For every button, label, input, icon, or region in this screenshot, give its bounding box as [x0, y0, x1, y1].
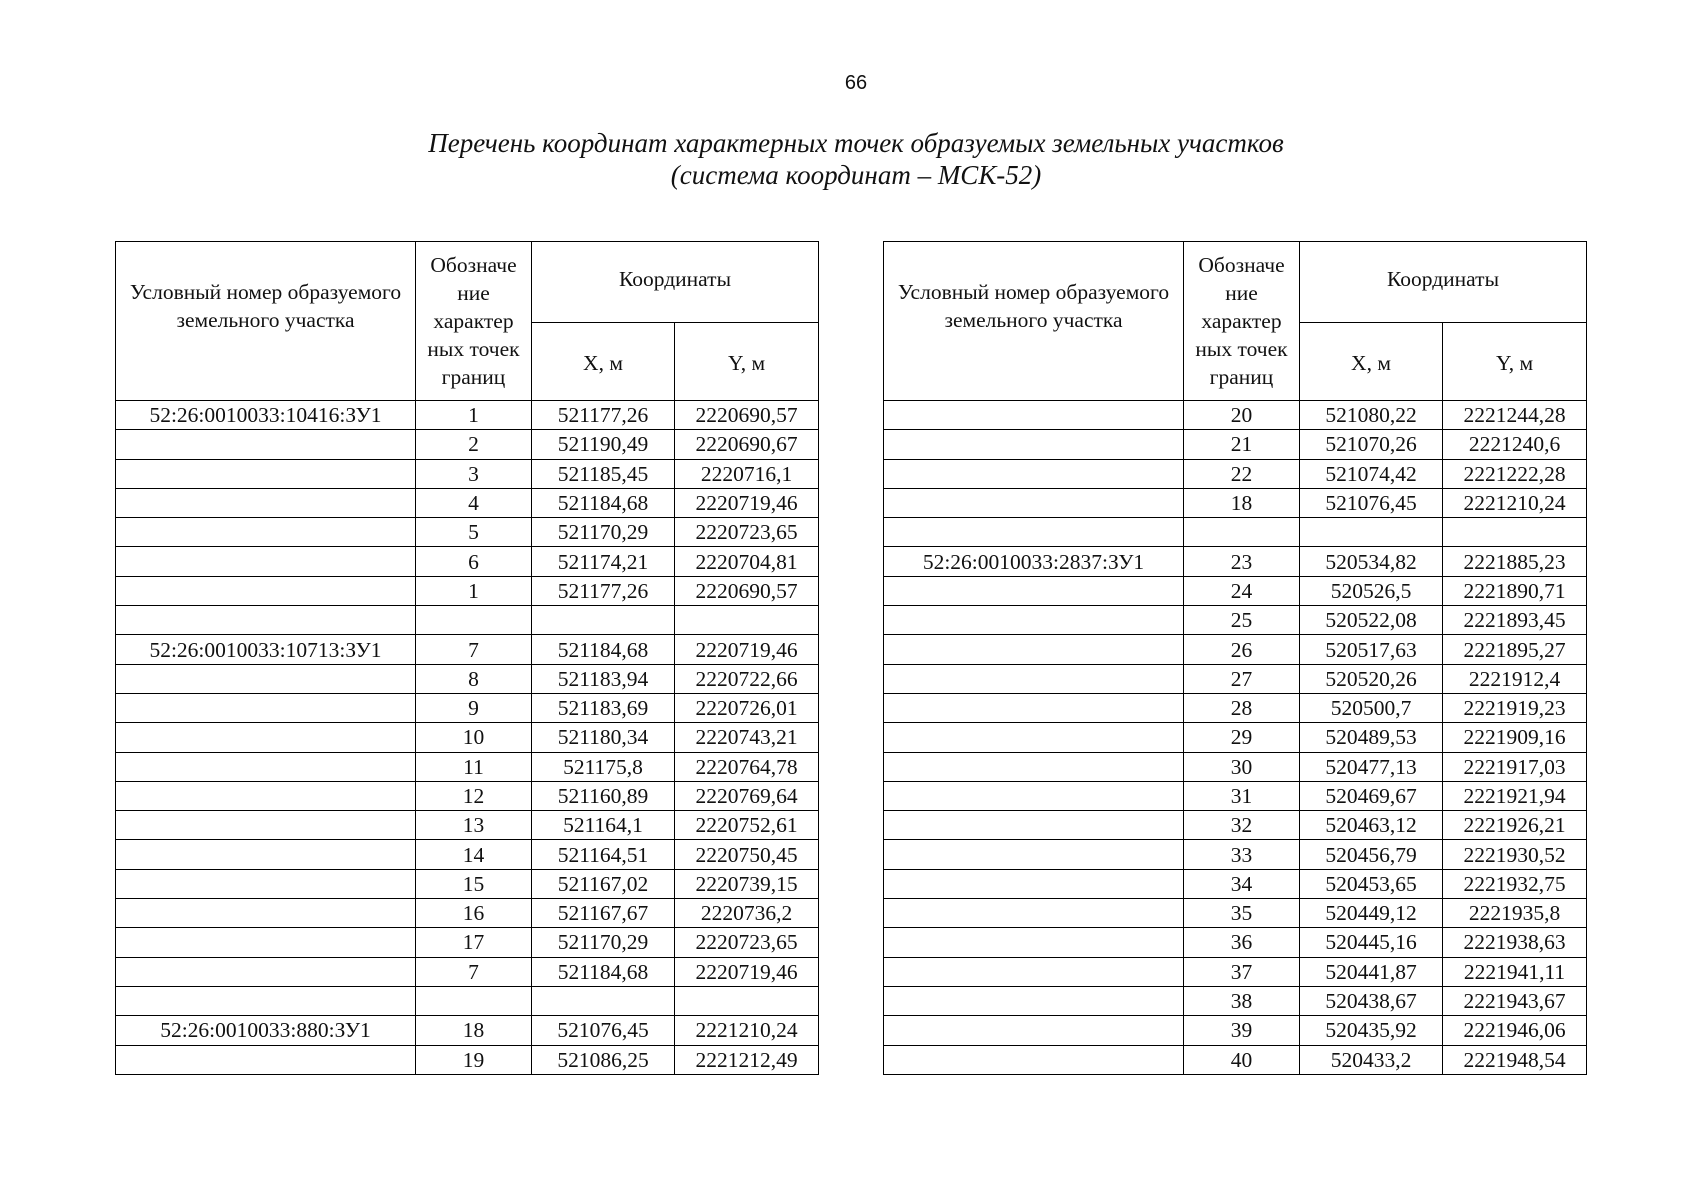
cell-point: 14	[416, 840, 532, 869]
table-row	[884, 518, 1587, 547]
cell-plot-number	[884, 430, 1184, 459]
cell-x: 521183,94	[532, 664, 675, 693]
cell-y: 2221210,24	[1443, 488, 1587, 517]
cell-plot-number	[884, 518, 1184, 547]
cell-plot-number	[884, 488, 1184, 517]
cell-point: 26	[1184, 635, 1300, 664]
table-header	[116, 242, 819, 401]
table-row	[884, 635, 1587, 664]
cell-plot-number	[884, 459, 1184, 488]
cell-x: 521076,45	[532, 1016, 675, 1045]
cell-x: 521076,45	[1300, 488, 1443, 517]
cell-y: 2220690,67	[675, 430, 819, 459]
cell-x: 520489,53	[1300, 723, 1443, 752]
cell-plot-number	[116, 459, 416, 488]
cell-plot-number	[116, 781, 416, 810]
cell-y: 2221210,24	[675, 1016, 819, 1045]
cell-x: 521170,29	[532, 518, 675, 547]
cell-y: 2220736,2	[675, 899, 819, 928]
table-row	[116, 899, 819, 928]
cell-plot-number	[116, 430, 416, 459]
cell-y: 2221938,63	[1443, 928, 1587, 957]
header-y: Y, м	[1443, 323, 1587, 401]
cell-y: 2221921,94	[1443, 781, 1587, 810]
cell-plot-number	[116, 518, 416, 547]
cell-plot-number	[116, 664, 416, 693]
cell-y: 2221926,21	[1443, 811, 1587, 840]
cell-plot-number	[884, 840, 1184, 869]
cell-point: 16	[416, 899, 532, 928]
cell-x: 520500,7	[1300, 693, 1443, 722]
table-row	[116, 811, 819, 840]
cell-x: 520477,13	[1300, 752, 1443, 781]
cell-point: 34	[1184, 869, 1300, 898]
cell-x: 520441,87	[1300, 957, 1443, 986]
cell-plot-number	[884, 869, 1184, 898]
cell-y: 2221222,28	[1443, 459, 1587, 488]
cell-y: 2220722,66	[675, 664, 819, 693]
cell-plot-number	[884, 957, 1184, 986]
header-plot-number: Условный номер образуемого земельного участка	[116, 242, 416, 401]
cell-point: 35	[1184, 899, 1300, 928]
coordinates-table-right	[883, 241, 1587, 1075]
cell-plot-number	[884, 606, 1184, 635]
cell-y: 2221893,45	[1443, 606, 1587, 635]
table-row	[884, 986, 1587, 1015]
cell-point	[1184, 518, 1300, 547]
table-row	[116, 606, 819, 635]
table-row	[116, 781, 819, 810]
cell-plot-number	[116, 723, 416, 752]
cell-y	[675, 986, 819, 1015]
cell-x: 521086,25	[532, 1045, 675, 1074]
cell-plot-number	[116, 957, 416, 986]
cell-y: 2221943,67	[1443, 986, 1587, 1015]
table-row	[884, 781, 1587, 810]
table-row	[884, 693, 1587, 722]
cell-point: 7	[416, 635, 532, 664]
cell-point: 18	[1184, 488, 1300, 517]
cell-plot-number	[884, 693, 1184, 722]
header-x: X, м	[1300, 323, 1443, 401]
cell-y: 2220719,46	[675, 635, 819, 664]
cell-plot-number	[116, 1045, 416, 1074]
cell-y: 2221212,49	[675, 1045, 819, 1074]
cell-point: 12	[416, 781, 532, 810]
table-row	[884, 928, 1587, 957]
cell-y: 2220752,61	[675, 811, 819, 840]
cell-point: 2	[416, 430, 532, 459]
cell-point: 3	[416, 459, 532, 488]
cell-plot-number: 52:26:0010033:10713:ЗУ1	[116, 635, 416, 664]
table-row	[116, 1045, 819, 1074]
cell-plot-number	[116, 811, 416, 840]
cell-y: 2221917,03	[1443, 752, 1587, 781]
cell-x: 520534,82	[1300, 547, 1443, 576]
cell-point: 40	[1184, 1045, 1300, 1074]
cell-x: 521177,26	[532, 576, 675, 605]
cell-y: 2220716,1	[675, 459, 819, 488]
table-row	[884, 1016, 1587, 1045]
cell-plot-number	[884, 781, 1184, 810]
cell-x: 521170,29	[532, 928, 675, 957]
cell-x	[532, 986, 675, 1015]
cell-x: 521174,21	[532, 547, 675, 576]
cell-point: 25	[1184, 606, 1300, 635]
cell-plot-number: 52:26:0010033:2837:ЗУ1	[884, 547, 1184, 576]
cell-y: 2221919,23	[1443, 693, 1587, 722]
table-row	[884, 664, 1587, 693]
cell-x: 521160,89	[532, 781, 675, 810]
cell-point: 1	[416, 576, 532, 605]
cell-plot-number	[884, 752, 1184, 781]
cell-x: 520449,12	[1300, 899, 1443, 928]
cell-point: 9	[416, 693, 532, 722]
cell-x: 520445,16	[1300, 928, 1443, 957]
cell-x: 521070,26	[1300, 430, 1443, 459]
cell-plot-number: 52:26:0010033:880:ЗУ1	[116, 1016, 416, 1045]
cell-x: 520456,79	[1300, 840, 1443, 869]
cell-point: 1	[416, 401, 532, 430]
cell-plot-number	[884, 811, 1184, 840]
cell-y: 2220764,78	[675, 752, 819, 781]
cell-x: 520469,67	[1300, 781, 1443, 810]
table-body-right	[884, 401, 1587, 1075]
cell-plot-number	[116, 547, 416, 576]
cell-x: 521184,68	[532, 635, 675, 664]
table-row	[116, 488, 819, 517]
cell-plot-number	[116, 840, 416, 869]
table-row	[116, 547, 819, 576]
cell-x: 521080,22	[1300, 401, 1443, 430]
cell-x: 521183,69	[532, 693, 675, 722]
cell-point: 37	[1184, 957, 1300, 986]
table-row	[884, 869, 1587, 898]
table-row	[116, 664, 819, 693]
table-row	[116, 840, 819, 869]
cell-point: 20	[1184, 401, 1300, 430]
table-row	[884, 606, 1587, 635]
cell-x: 520435,92	[1300, 1016, 1443, 1045]
cell-x: 521185,45	[532, 459, 675, 488]
cell-plot-number	[884, 664, 1184, 693]
cell-x: 521175,8	[532, 752, 675, 781]
cell-point: 11	[416, 752, 532, 781]
cell-point: 24	[1184, 576, 1300, 605]
cell-plot-number	[116, 693, 416, 722]
cell-x: 521167,67	[532, 899, 675, 928]
cell-y: 2221885,23	[1443, 547, 1587, 576]
cell-x: 520520,26	[1300, 664, 1443, 693]
cell-x: 520522,08	[1300, 606, 1443, 635]
table-row	[116, 635, 819, 664]
cell-x: 520453,65	[1300, 869, 1443, 898]
table-row	[116, 1016, 819, 1045]
table-row	[884, 811, 1587, 840]
table-row	[884, 1045, 1587, 1074]
cell-plot-number	[884, 635, 1184, 664]
cell-plot-number	[116, 899, 416, 928]
cell-point: 8	[416, 664, 532, 693]
cell-x: 520517,63	[1300, 635, 1443, 664]
cell-x: 521074,42	[1300, 459, 1443, 488]
cell-plot-number	[884, 1045, 1184, 1074]
cell-y: 2221935,8	[1443, 899, 1587, 928]
table-row	[884, 723, 1587, 752]
cell-point: 39	[1184, 1016, 1300, 1045]
cell-point: 19	[416, 1045, 532, 1074]
cell-y: 2221912,4	[1443, 664, 1587, 693]
cell-point: 23	[1184, 547, 1300, 576]
cell-x: 521177,26	[532, 401, 675, 430]
cell-y: 2221895,27	[1443, 635, 1587, 664]
table-row	[116, 430, 819, 459]
cell-plot-number	[884, 986, 1184, 1015]
table-row	[116, 723, 819, 752]
cell-y: 2221240,6	[1443, 430, 1587, 459]
title-line-2: (система координат – МСК-52)	[670, 160, 1042, 190]
table-row	[116, 693, 819, 722]
page-number: 66	[844, 72, 868, 94]
table-row	[884, 752, 1587, 781]
cell-y: 2221946,06	[1443, 1016, 1587, 1045]
cell-point: 21	[1184, 430, 1300, 459]
cell-y: 2220723,65	[675, 928, 819, 957]
table-row	[116, 928, 819, 957]
cell-plot-number	[116, 986, 416, 1015]
cell-x: 521164,51	[532, 840, 675, 869]
cell-y: 2220769,64	[675, 781, 819, 810]
cell-y: 2221941,11	[1443, 957, 1587, 986]
cell-x	[532, 606, 675, 635]
cell-point: 13	[416, 811, 532, 840]
cell-y: 2221890,71	[1443, 576, 1587, 605]
cell-y: 2220743,21	[675, 723, 819, 752]
cell-y: 2221244,28	[1443, 401, 1587, 430]
cell-point: 6	[416, 547, 532, 576]
cell-point: 15	[416, 869, 532, 898]
header-y: Y, м	[675, 323, 819, 401]
cell-plot-number	[116, 752, 416, 781]
cell-point: 18	[416, 1016, 532, 1045]
table-row	[884, 401, 1587, 430]
table-row	[884, 547, 1587, 576]
cell-x: 520438,67	[1300, 986, 1443, 1015]
cell-y: 2220690,57	[675, 401, 819, 430]
cell-plot-number	[884, 723, 1184, 752]
coordinates-table-left	[115, 241, 819, 1075]
cell-point: 29	[1184, 723, 1300, 752]
cell-y: 2220704,81	[675, 547, 819, 576]
cell-x: 521190,49	[532, 430, 675, 459]
cell-point: 10	[416, 723, 532, 752]
cell-plot-number	[884, 401, 1184, 430]
header-point-designation: Обозначе ние характер ных точек границ	[1184, 242, 1300, 401]
table-row	[884, 459, 1587, 488]
table-row	[116, 986, 819, 1015]
cell-y: 2221932,75	[1443, 869, 1587, 898]
cell-plot-number	[884, 928, 1184, 957]
cell-plot-number	[884, 899, 1184, 928]
header-point-designation: Обозначе ние характер ных точек границ	[416, 242, 532, 401]
header-coordinates: Координаты	[1300, 242, 1587, 323]
cell-plot-number	[116, 576, 416, 605]
cell-point: 22	[1184, 459, 1300, 488]
cell-x: 520463,12	[1300, 811, 1443, 840]
cell-point: 30	[1184, 752, 1300, 781]
table-row	[884, 957, 1587, 986]
cell-y: 2220719,46	[675, 957, 819, 986]
header-plot-number: Условный номер образуемого земельного участка	[884, 242, 1184, 401]
cell-point	[416, 606, 532, 635]
cell-plot-number	[116, 488, 416, 517]
cell-y: 2221909,16	[1443, 723, 1587, 752]
table-row	[116, 752, 819, 781]
cell-plot-number	[884, 1016, 1184, 1045]
cell-x: 521184,68	[532, 488, 675, 517]
header-x: X, м	[532, 323, 675, 401]
cell-x: 520526,5	[1300, 576, 1443, 605]
cell-point: 4	[416, 488, 532, 517]
cell-point: 36	[1184, 928, 1300, 957]
cell-y: 2220739,15	[675, 869, 819, 898]
cell-point: 38	[1184, 986, 1300, 1015]
cell-point	[416, 986, 532, 1015]
cell-point: 32	[1184, 811, 1300, 840]
cell-point: 31	[1184, 781, 1300, 810]
cell-point: 7	[416, 957, 532, 986]
cell-point: 33	[1184, 840, 1300, 869]
cell-x: 521164,1	[532, 811, 675, 840]
cell-point: 27	[1184, 664, 1300, 693]
cell-x: 520433,2	[1300, 1045, 1443, 1074]
cell-x	[1300, 518, 1443, 547]
table-header	[884, 242, 1587, 401]
table-row	[116, 869, 819, 898]
cell-plot-number	[116, 869, 416, 898]
table-row	[884, 488, 1587, 517]
table-row	[884, 430, 1587, 459]
title-line-1: Перечень координат характерных точек образуемых земельных участков	[428, 128, 1284, 158]
cell-y: 2221948,54	[1443, 1045, 1587, 1074]
document-title	[0, 127, 1697, 191]
cell-plot-number	[116, 606, 416, 635]
cell-y: 2220750,45	[675, 840, 819, 869]
table-row	[116, 459, 819, 488]
cell-y	[1443, 518, 1587, 547]
cell-y: 2220723,65	[675, 518, 819, 547]
table-row	[116, 957, 819, 986]
cell-y: 2220690,57	[675, 576, 819, 605]
cell-y: 2221930,52	[1443, 840, 1587, 869]
cell-plot-number	[884, 576, 1184, 605]
cell-x: 521180,34	[532, 723, 675, 752]
table-body-left	[116, 401, 819, 1075]
table-row	[116, 518, 819, 547]
cell-y: 2220726,01	[675, 693, 819, 722]
table-row	[884, 576, 1587, 605]
cell-plot-number	[116, 928, 416, 957]
cell-point: 5	[416, 518, 532, 547]
cell-point: 17	[416, 928, 532, 957]
cell-plot-number: 52:26:0010033:10416:ЗУ1	[116, 401, 416, 430]
table-row	[884, 899, 1587, 928]
cell-x: 521184,68	[532, 957, 675, 986]
table-row	[116, 576, 819, 605]
cell-x: 521167,02	[532, 869, 675, 898]
table-row	[116, 401, 819, 430]
table-row	[884, 840, 1587, 869]
cell-y: 2220719,46	[675, 488, 819, 517]
cell-point: 28	[1184, 693, 1300, 722]
header-coordinates: Координаты	[532, 242, 819, 323]
cell-y	[675, 606, 819, 635]
